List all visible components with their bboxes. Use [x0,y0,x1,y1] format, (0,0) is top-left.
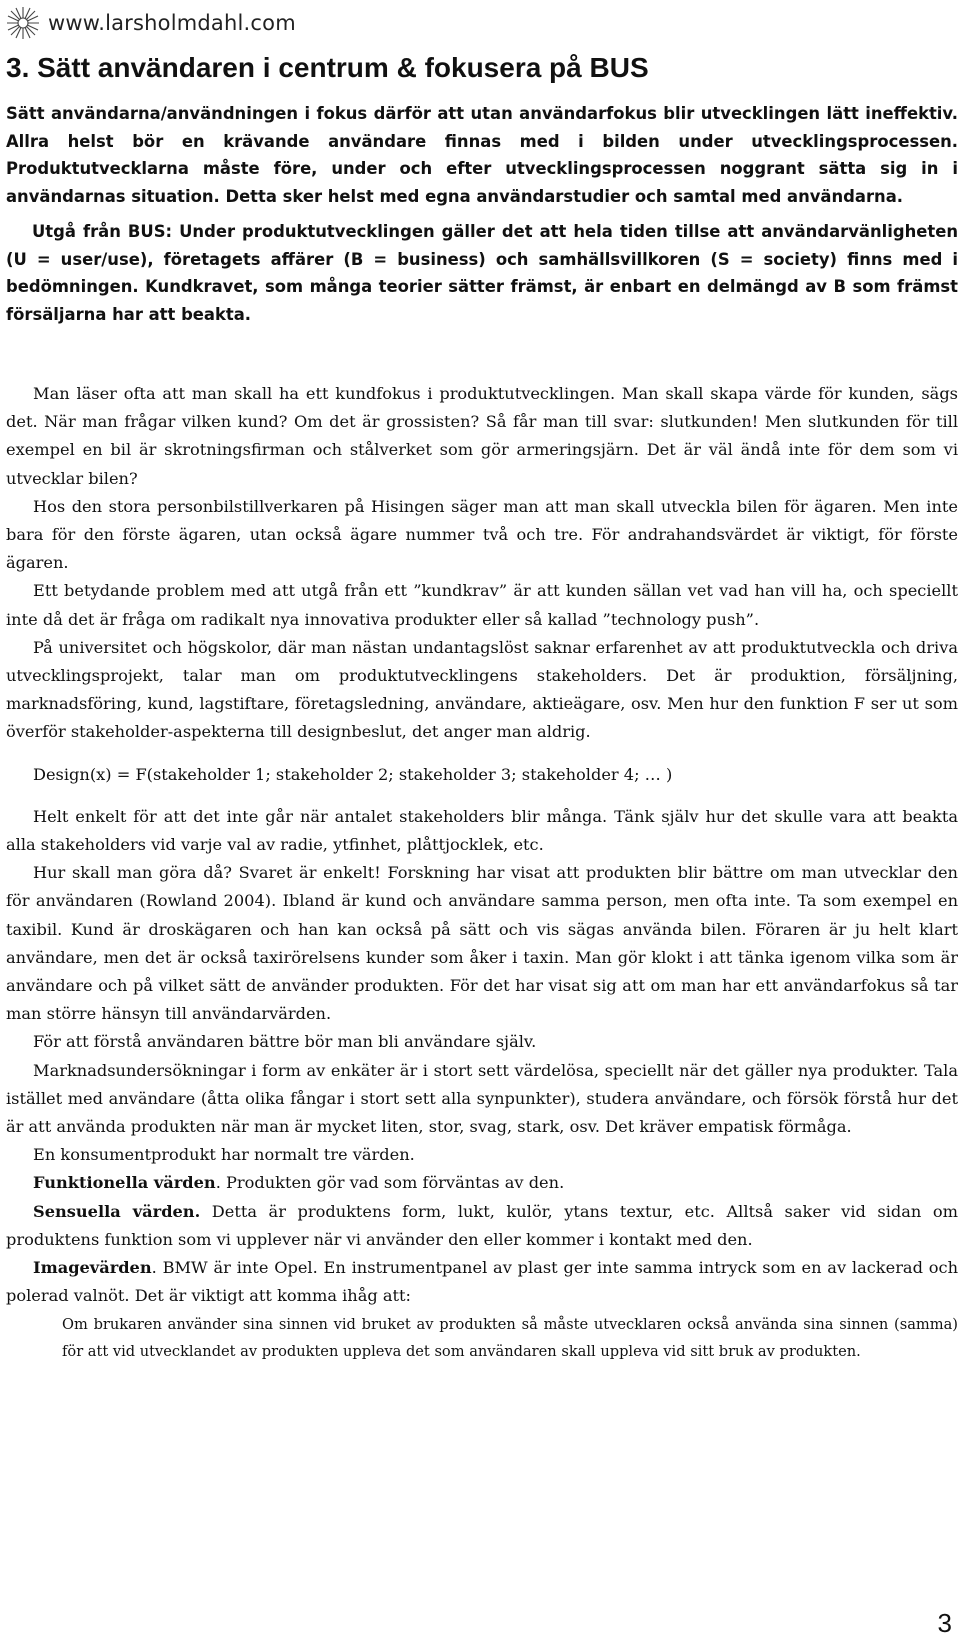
body-paragraph: Hur skall man göra då? Svaret är enkelt! Forskning har visat att produkten blir bättre om man utvecklar den för användaren (Rowland 2004). Ibland är kund och användare samma person, men ofta inte. Ta som exempel en taxibil. Kund är droskägaren och han kan också på sätt och vis sägas använda bilen. Föraren är ju helt klart användare, men det är också taxirörelsens kunder som åker i taxin. Man gör klokt i att tänka igenom vilka som är användare och på vilket sätt de använder produkten. För det har visat sig att om man har ett användarfokus så tar man större hänsyn till användarvärden. [6,863,958,1024]
value-sensual [6,1198,958,1254]
value-image [6,1254,958,1310]
value-text: Detta är produktens form, lukt, kulör, ytans textur, etc. Alltså saker vid sidan om produktens funktion som vi upplever när vi använder den eller kommer i kontakt med den. [6,1201,958,1249]
bus-paragraph: Utgå från BUS: Under produktutvecklingen gäller det att hela tiden tillse att användarvänligheten (U = user/use), företagets affärer (B = business) och samhällsvillkoren (S = society) finns med i bedömningen. Kundkravet, som många teorier sätter främst, är enbart en delmängd av B som främst försäljarna har att beakta. [6,222,958,324]
body-paragraph: Marknadsundersökningar i form av enkäter är i stort sett värdelösa, speciellt när det gäller nya produkter. Tala istället med användare (åtta olika fångar i stort sett alla synpunkter), studera användare, och försök förstå hur det är att använda produkten när man är mycket liten, stor, svag, stark, osv. Det kräver empatisk förmåga. [6,1060,958,1137]
value-term: Imagevärden [33,1258,152,1278]
page-header [6,4,296,42]
value-term: Funktionella värden [33,1173,216,1193]
value-text: . Produkten gör vad som förväntas av den. [215,1173,565,1193]
body-paragraph: Helt enkelt för att det inte går när antalet stakeholders blir många. Tänk själv hur det skulle vara att beakta alla stakeholders vid varje val av radie, ytfinhet, plåttjocklek, etc. [6,806,958,855]
site-url[interactable]: www.larsholmdahl.com [48,11,296,35]
lighthouse-star-logo-icon [6,6,40,40]
body-paragraph: För att förstå användaren bättre bör man bli användare själv. [33,1032,537,1052]
value-functional [6,1169,958,1197]
body-paragraph: Hos den stora personbilstillverkaren på Hisingen säger man att man skall utveckla bilen för ägaren. Men inte bara för den förste ägaren, utan också ägare nummer två och tre. För andrahandsvärdet är viktigt, för förste ägaren. [6,496,958,573]
value-text: . BMW är inte Opel. En instrumentpanel av plast ger inte samma intryck som en av lackerad och polerad valnöt. Det är viktigt att komma ihåg att: [6,1258,958,1306]
section-title: 3. Sätt användaren i centrum & fokusera på BUS [6,52,649,83]
design-formula: Design(x) = F(stakeholder 1; stakeholder 2; stakeholder 3; stakeholder 4; … ) [33,764,673,784]
page-number: 3 [937,1608,952,1638]
body-paragraph: En konsumentprodukt har normalt tre värden. [33,1145,415,1165]
intro-paragraph: Sätt användarna/användningen i fokus därför att utan användarfokus blir utvecklingen lätt ineffektiv. Allra helst bör en krävande användare finnas med i bilden under utvecklingsprocessen. Produktutvecklarna måste före, under och efter utvecklingsprocessen noggrant sätta sig in i användarnas situation. Detta sker helst med egna användarstudier och samtal med användarna. [6,104,958,206]
body-paragraph: Man läser ofta att man skall ha ett kundfokus i produktutvecklingen. Man skall skapa värde för kunden, sägs det. När man frågar vilken kund? Om det är grossisten? Så får man till svar: slutkunden! Men slutkunden för till exempel en bil är skrotningsfirman och stålverket som gör armeringsjärn. Det är väl ändå inte för dem som vi utvecklar bilen? [6,384,958,488]
body-paragraph: På universitet och högskolor, där man nästan undantagslöst saknar erfarenhet av att produktutveckla och driva utvecklingsprojekt, talar man om produktutvecklingens stakeholders. Det är produktion, försäljning, marknadsföring, kund, lagstiftare, företagsledning, användare, aktieägare, osv. Men hur den funktion F ser ut som överför stakeholder-aspekterna till designbeslut, det anger man aldrig. [6,637,958,742]
body-text [6,380,958,1366]
body-paragraph: Ett betydande problem med att utgå från ett ”kundkrav” är att kunden sällan vet vad han vill ha, och speciellt inte då det är fråga om radikalt nya innovativa produkter eller så kallad ”technology push”. [6,581,958,629]
intro-bold-block [6,100,958,336]
value-term: Sensuella värden. [33,1201,201,1221]
indented-quote: Om brukaren använder sina sinnen vid bruket av produkten så måste utvecklaren också använda sina sinnen (samma) för att vid utvecklandet av produkten uppleva det som användaren skall uppleva vid sitt bruk av produkten. [62,1315,958,1361]
